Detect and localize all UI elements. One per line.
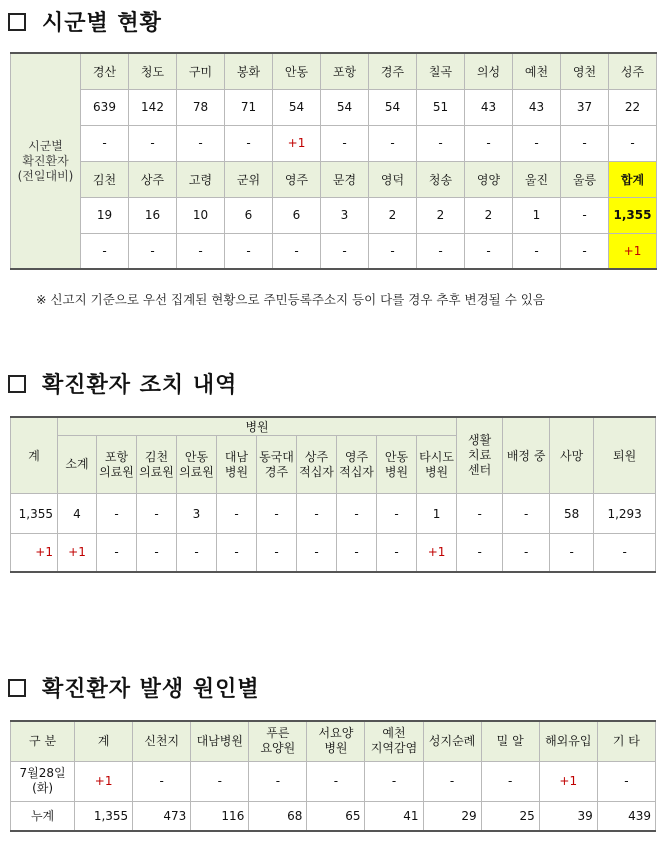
value-cell: 25: [481, 801, 539, 831]
city-name-cell: 영덕: [369, 161, 417, 197]
value-cell: -: [377, 494, 417, 534]
delta-cell: -: [337, 534, 377, 572]
city-name-cell: 안동: [273, 53, 321, 89]
delta-cell: -: [417, 233, 465, 269]
assigning-header: 배정 중: [503, 417, 550, 494]
count-cell: 3: [321, 197, 369, 233]
count-cell: 43: [465, 89, 513, 125]
city-name-cell: 구미: [177, 53, 225, 89]
delta-cell: -: [597, 761, 655, 801]
cumulative-label-cell: 누계: [11, 801, 75, 831]
value-cell: 1,355: [75, 801, 133, 831]
delta-cell: -: [561, 233, 609, 269]
count-cell: 54: [321, 89, 369, 125]
total-row: [11, 494, 656, 534]
value-cell: -: [97, 494, 137, 534]
value-cell: 1: [417, 494, 457, 534]
count-cell: 16: [129, 197, 177, 233]
delta-cell: -: [81, 125, 129, 161]
cumulative-row: [11, 801, 656, 831]
total-header: 계: [11, 417, 58, 494]
city-name-cell: 문경: [321, 161, 369, 197]
city-name-cell: 김천: [81, 161, 129, 197]
count-cell: 54: [369, 89, 417, 125]
delta-cell: -: [191, 761, 249, 801]
count-row: [11, 197, 657, 233]
value-cell: 1,355: [11, 494, 58, 534]
city-name-cell: 울릉: [561, 161, 609, 197]
delta-cell: -: [550, 534, 594, 572]
checkbox-square-icon: [8, 375, 26, 393]
city-name-cell: 상주: [129, 161, 177, 197]
cause-header: 대남병원: [191, 721, 249, 761]
patient-measures-table: [10, 416, 656, 573]
delta-cell: -: [257, 534, 297, 572]
delta-cell: -: [177, 233, 225, 269]
value-cell: 39: [539, 801, 597, 831]
delta-cell: -: [513, 233, 561, 269]
checkbox-square-icon: [8, 679, 26, 697]
cause-header: 계: [75, 721, 133, 761]
delta-cell: -: [465, 125, 513, 161]
delta-cell: -: [307, 761, 365, 801]
delta-cell: +1: [539, 761, 597, 801]
city-name-cell: 포항: [321, 53, 369, 89]
count-cell: 2: [369, 197, 417, 233]
city-name-cell: 영주: [273, 161, 321, 197]
city-header-row: [11, 53, 657, 89]
count-cell: 71: [225, 89, 273, 125]
delta-row: [11, 233, 657, 269]
hospital-subheader: 안동 병원: [377, 436, 417, 494]
delta-cell: -: [369, 125, 417, 161]
count-cell: 2: [465, 197, 513, 233]
delta-cell: -: [377, 534, 417, 572]
city-name-cell: 성주: [609, 53, 657, 89]
hospital-subheader: 상주 적십자: [297, 436, 337, 494]
delta-cell: -: [503, 534, 550, 572]
count-cell: 2: [417, 197, 465, 233]
delta-cell: -: [457, 534, 503, 572]
count-cell: 6: [225, 197, 273, 233]
value-cell: 473: [133, 801, 191, 831]
hospital-subheader: 안동 의료원: [177, 436, 217, 494]
life-center-header: 생활 치료 센터: [457, 417, 503, 494]
infection-cause-table: [10, 720, 656, 832]
value-cell: -: [457, 494, 503, 534]
section-title-measures: [8, 368, 237, 399]
count-cell: 19: [81, 197, 129, 233]
delta-cell: -: [97, 534, 137, 572]
value-cell: 58: [550, 494, 594, 534]
delta-cell: -: [225, 233, 273, 269]
section-title-cause: [8, 672, 260, 703]
delta-cell: -: [513, 125, 561, 161]
cause-header: 예천 지역감염: [365, 721, 423, 761]
count-cell: 639: [81, 89, 129, 125]
checkbox-square-icon: [8, 13, 26, 31]
city-name-cell: 의성: [465, 53, 513, 89]
section-title-text: 확진환자 조치 내역: [42, 373, 238, 398]
value-cell: 116: [191, 801, 249, 831]
today-row: [11, 761, 656, 801]
count-cell: 37: [561, 89, 609, 125]
footnote: ※ 신고지 기준으로 우선 집계된 현황으로 주민등록주소지 등이 다를 경우 추후 변경될 수 있음: [36, 292, 545, 307]
delta-row: [11, 125, 657, 161]
cause-header: 구 분: [11, 721, 75, 761]
header-row: [11, 721, 656, 761]
value-cell: -: [297, 494, 337, 534]
delta-cell: -: [273, 233, 321, 269]
value-cell: 3: [177, 494, 217, 534]
delta-cell: -: [249, 761, 307, 801]
hospital-subheader: 김천 의료원: [137, 436, 177, 494]
delta-cell: -: [217, 534, 257, 572]
value-cell: 439: [597, 801, 655, 831]
city-name-cell: 봉화: [225, 53, 273, 89]
death-header: 사망: [550, 417, 594, 494]
hospital-group-header: 병원: [58, 417, 457, 436]
delta-cell: -: [561, 125, 609, 161]
row-header-label: 시군별 확진환자 (전일대비): [11, 53, 81, 269]
delta-cell: -: [129, 233, 177, 269]
cause-header: 밀 알: [481, 721, 539, 761]
section-title-text: 확진환자 발생 원인별: [42, 677, 260, 702]
value-cell: 41: [365, 801, 423, 831]
delta-cell: -: [417, 125, 465, 161]
hospital-subheader: 소계: [58, 436, 97, 494]
delta-cell: +1: [75, 761, 133, 801]
hospital-subheader: 영주 적십자: [337, 436, 377, 494]
delta-cell: -: [297, 534, 337, 572]
cause-header: 서요양 병원: [307, 721, 365, 761]
total-delta-cell: +1: [609, 233, 657, 269]
city-name-cell: 청도: [129, 53, 177, 89]
count-cell: 10: [177, 197, 225, 233]
total-header-cell: 합계: [609, 161, 657, 197]
hospital-subheader: 포항 의료원: [97, 436, 137, 494]
value-cell: -: [217, 494, 257, 534]
value-cell: -: [257, 494, 297, 534]
delta-cell: -: [321, 233, 369, 269]
city-header-row: [11, 161, 657, 197]
city-name-cell: 고령: [177, 161, 225, 197]
city-name-cell: 영양: [465, 161, 513, 197]
delta-cell: -: [465, 233, 513, 269]
city-status-table: [10, 52, 657, 270]
city-name-cell: 영천: [561, 53, 609, 89]
date-label-cell: 7월28일 (화): [11, 761, 75, 801]
value-cell: -: [503, 494, 550, 534]
city-name-cell: 울진: [513, 161, 561, 197]
count-cell: 54: [273, 89, 321, 125]
value-cell: 65: [307, 801, 365, 831]
count-cell: 1: [513, 197, 561, 233]
delta-cell: -: [594, 534, 656, 572]
total-count-cell: 1,355: [609, 197, 657, 233]
value-cell: 29: [423, 801, 481, 831]
delta-cell: +1: [417, 534, 457, 572]
delta-cell: -: [365, 761, 423, 801]
cause-header: 신천지: [133, 721, 191, 761]
delta-cell: -: [177, 125, 225, 161]
delta-cell: -: [133, 761, 191, 801]
count-cell: 43: [513, 89, 561, 125]
delta-cell: +1: [58, 534, 97, 572]
city-name-cell: 청송: [417, 161, 465, 197]
delta-cell: -: [177, 534, 217, 572]
value-cell: 1,293: [594, 494, 656, 534]
city-name-cell: 칠곡: [417, 53, 465, 89]
delta-cell: -: [369, 233, 417, 269]
delta-cell: -: [321, 125, 369, 161]
cause-header: 해외유입: [539, 721, 597, 761]
section-title-text: 시군별 현황: [42, 11, 162, 36]
city-name-cell: 예천: [513, 53, 561, 89]
count-cell: 78: [177, 89, 225, 125]
delta-cell: -: [129, 125, 177, 161]
value-cell: 4: [58, 494, 97, 534]
cause-header: 성지순례: [423, 721, 481, 761]
count-row: [11, 89, 657, 125]
delta-cell: +1: [11, 534, 58, 572]
count-cell: 51: [417, 89, 465, 125]
count-cell: 22: [609, 89, 657, 125]
delta-row: [11, 534, 656, 572]
cause-header: 푸른 요양원: [249, 721, 307, 761]
delta-cell: -: [137, 534, 177, 572]
delta-cell: -: [481, 761, 539, 801]
count-cell: 6: [273, 197, 321, 233]
delta-cell: -: [609, 125, 657, 161]
delta-cell: -: [423, 761, 481, 801]
value-cell: -: [137, 494, 177, 534]
hospital-subheader: 대남 병원: [217, 436, 257, 494]
delta-cell: -: [225, 125, 273, 161]
value-cell: 68: [249, 801, 307, 831]
hospital-subheader: 타시도 병원: [417, 436, 457, 494]
discharge-header: 퇴원: [594, 417, 656, 494]
count-cell: -: [561, 197, 609, 233]
section-title-city: [8, 6, 162, 37]
hospital-subheader: 동국대 경주: [257, 436, 297, 494]
value-cell: -: [337, 494, 377, 534]
header-row: [11, 417, 656, 436]
city-name-cell: 경산: [81, 53, 129, 89]
city-name-cell: 경주: [369, 53, 417, 89]
cause-header: 기 타: [597, 721, 655, 761]
delta-cell: -: [81, 233, 129, 269]
city-name-cell: 군위: [225, 161, 273, 197]
count-cell: 142: [129, 89, 177, 125]
delta-cell: +1: [273, 125, 321, 161]
